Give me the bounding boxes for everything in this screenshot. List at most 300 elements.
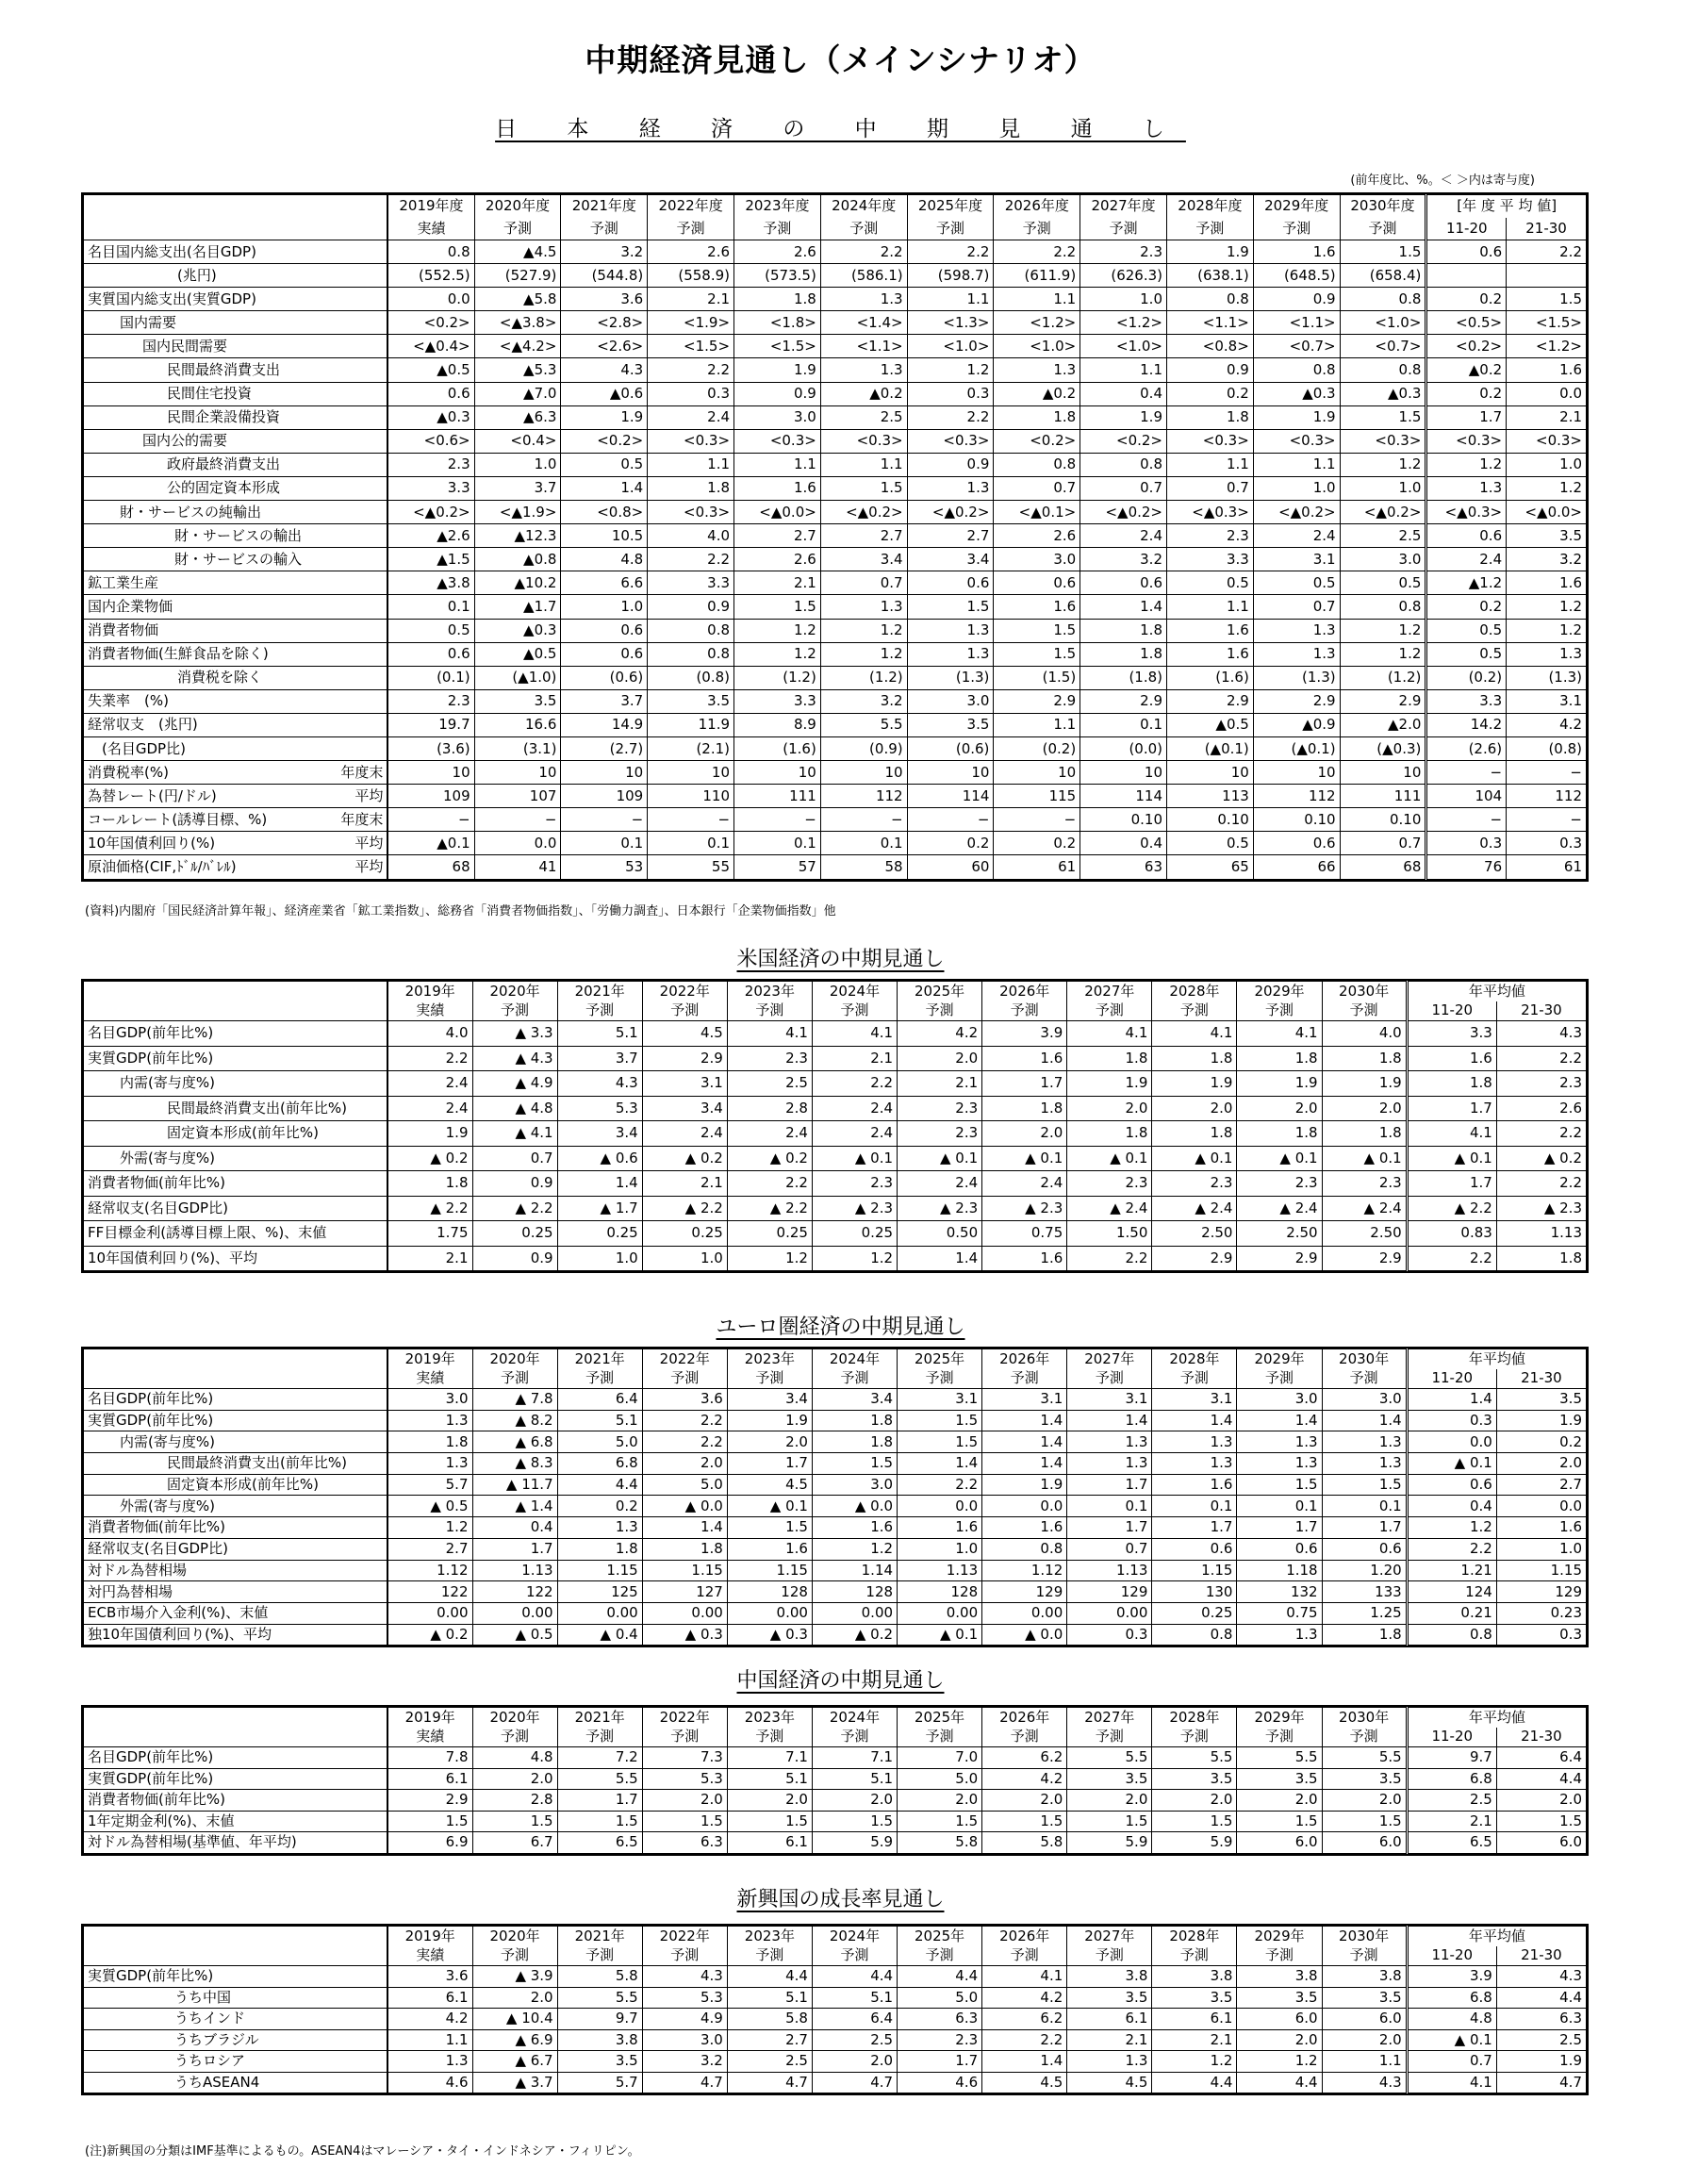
value-cell: ▲ 0.1 <box>727 1496 812 1517</box>
value-cell: 1.4 <box>642 1517 727 1539</box>
value-cell: 0.9 <box>1167 358 1254 382</box>
value-cell: 3.3 <box>1426 689 1507 713</box>
header-average-period: 11-20 <box>1407 1369 1496 1389</box>
value-cell: 1.0 <box>557 1246 642 1271</box>
value-cell: 1.3 <box>1426 476 1507 500</box>
table-row <box>84 2009 1587 2030</box>
value-cell: 1.1 <box>907 288 994 311</box>
value-cell: 2.3 <box>1167 524 1254 548</box>
value-cell: 6.9 <box>387 1832 472 1854</box>
value-cell: 5.8 <box>557 1966 642 1988</box>
value-cell: 1.0 <box>1507 453 1587 476</box>
value-cell: 1.2 <box>820 642 907 666</box>
row-label-cell <box>84 571 388 595</box>
table-row <box>84 1453 1587 1475</box>
value-cell: (0.6) <box>907 736 994 760</box>
row-label: うちロシア <box>174 2052 246 2070</box>
value-cell: 3.1 <box>642 1071 727 1097</box>
value-cell: 1.15 <box>1152 1560 1237 1581</box>
value-cell: ▲0.3 <box>387 405 474 429</box>
header-year: 2021年 <box>557 1349 642 1369</box>
value-cell: 4.4 <box>557 1474 642 1496</box>
value-cell: ▲0.6 <box>561 382 648 405</box>
value-cell: <0.7> <box>1253 335 1340 358</box>
value-cell: 3.5 <box>1237 1987 1322 2009</box>
value-cell: (598.7) <box>907 264 994 288</box>
value-cell: 0.25 <box>727 1221 812 1247</box>
row-label-cell <box>84 1624 387 1646</box>
value-cell: 2.2 <box>648 358 734 382</box>
value-cell: 14.9 <box>561 713 648 736</box>
row-label-cell <box>84 1071 387 1097</box>
row-label-cell <box>84 240 388 264</box>
value-cell: <0.2> <box>387 311 474 335</box>
value-cell: (573.5) <box>734 264 821 288</box>
table-row <box>84 1581 1587 1603</box>
value-cell: 3.6 <box>561 288 648 311</box>
value-cell: 3.3 <box>648 571 734 595</box>
value-cell: 1.15 <box>642 1560 727 1581</box>
value-cell: ▲ 2.4 <box>1322 1196 1407 1221</box>
value-cell: 3.5 <box>1322 1768 1407 1790</box>
value-cell: (648.5) <box>1253 264 1340 288</box>
value-cell: 1.3 <box>1067 1453 1152 1475</box>
value-cell: 2.2 <box>994 240 1080 264</box>
value-cell: 1.3 <box>1253 642 1340 666</box>
table-row <box>84 808 1587 832</box>
value-cell: 2.3 <box>898 2029 982 2051</box>
value-cell: 0.7 <box>472 1146 557 1171</box>
value-cell: 1.8 <box>1067 1121 1152 1147</box>
value-cell: 1.6 <box>898 1517 982 1539</box>
row-label-cell <box>84 429 388 453</box>
row-label: 固定資本形成(前年比%) <box>167 1124 319 1142</box>
value-cell: ▲12.3 <box>474 524 561 548</box>
header-type: 予測 <box>982 1728 1067 1747</box>
value-cell: 1.2 <box>820 619 907 642</box>
value-cell: 1.12 <box>387 1560 472 1581</box>
row-label: 実質GDP(前年比%) <box>88 1769 214 1787</box>
value-cell: 2.6 <box>734 548 821 571</box>
value-cell: 1.1 <box>994 713 1080 736</box>
value-cell: 1.8 <box>982 1096 1067 1121</box>
value-cell: 129 <box>1496 1581 1586 1603</box>
value-cell: 60 <box>907 855 994 879</box>
value-cell: − <box>907 808 994 832</box>
value-cell: 2.5 <box>727 2051 812 2073</box>
value-cell: 3.5 <box>557 2051 642 2073</box>
value-cell: <▲0.0> <box>734 501 821 524</box>
value-cell: 1.1 <box>820 453 907 476</box>
value-cell: <0.8> <box>1167 335 1254 358</box>
value-cell: 2.3 <box>387 453 474 476</box>
value-cell: <1.2> <box>1507 335 1587 358</box>
value-cell: 2.0 <box>727 1790 812 1812</box>
table-row <box>84 1811 1587 1832</box>
value-cell: 6.3 <box>642 1832 727 1854</box>
value-cell: ▲ 8.2 <box>472 1410 557 1431</box>
header-year: 2028年 <box>1152 982 1237 1001</box>
header-year: 2020年 <box>472 1349 557 1369</box>
table-row <box>84 524 1587 548</box>
value-cell: 0.8 <box>1340 595 1426 619</box>
value-cell: 4.3 <box>1496 1021 1586 1047</box>
value-cell: 1.9 <box>1067 1071 1152 1097</box>
value-cell: 2.1 <box>387 1246 472 1271</box>
value-cell: 1.6 <box>1167 642 1254 666</box>
value-cell: 0.0 <box>387 288 474 311</box>
value-cell: ▲ 0.0 <box>812 1496 897 1517</box>
header-type: 予測 <box>557 1728 642 1747</box>
header-type: 予測 <box>727 1001 812 1021</box>
value-cell: <0.2> <box>1426 335 1507 358</box>
row-label-cell <box>84 1046 387 1071</box>
value-cell: 3.8 <box>1322 1966 1407 1988</box>
value-cell: 0.2 <box>1167 382 1254 405</box>
header-type: 実績 <box>387 1946 472 1966</box>
value-cell: 4.1 <box>1237 1021 1322 1047</box>
row-label: 民間住宅投資 <box>167 385 253 403</box>
value-cell: 1.9 <box>1496 1410 1586 1431</box>
value-cell: 7.1 <box>727 1747 812 1769</box>
value-cell: 1.7 <box>982 1071 1067 1097</box>
value-cell: 1.3 <box>907 476 994 500</box>
emerging-outlook-table <box>83 1926 1587 2093</box>
value-cell: 2.4 <box>648 405 734 429</box>
value-cell: 2.2 <box>1496 1121 1586 1147</box>
value-cell: 63 <box>1080 855 1167 879</box>
table-row <box>84 1246 1587 1271</box>
value-cell: 10 <box>1253 761 1340 785</box>
value-cell: 1.2 <box>1407 1517 1496 1539</box>
value-cell: 2.1 <box>648 288 734 311</box>
value-cell: 3.1 <box>1152 1389 1237 1411</box>
table-row <box>84 1096 1587 1121</box>
value-cell: 1.9 <box>387 1121 472 1147</box>
value-cell: 112 <box>1253 785 1340 808</box>
value-cell: 3.5 <box>1496 1389 1586 1411</box>
value-cell: 1.8 <box>557 1538 642 1560</box>
value-cell: ▲2.0 <box>1340 713 1426 736</box>
value-cell: 0.8 <box>1340 358 1426 382</box>
value-cell: ▲ 2.2 <box>472 1196 557 1221</box>
row-label-cell <box>84 2029 387 2051</box>
value-cell: 1.1 <box>1167 595 1254 619</box>
row-label: 国内企業物価 <box>88 597 173 615</box>
value-cell: 1.2 <box>1507 476 1587 500</box>
row-label: 財・サービスの輸出 <box>174 526 303 544</box>
value-cell: 4.1 <box>1152 1021 1237 1047</box>
value-cell: 3.2 <box>1080 548 1167 571</box>
header-type: 予測 <box>1152 1728 1237 1747</box>
value-cell: 0.3 <box>907 382 994 405</box>
value-cell: 2.0 <box>1496 1453 1586 1475</box>
value-cell: 5.5 <box>1152 1747 1237 1769</box>
table-row <box>84 1538 1587 1560</box>
value-cell: 3.8 <box>1067 1966 1152 1988</box>
value-cell: <0.3> <box>648 501 734 524</box>
header-type: 予測 <box>1237 1001 1322 1021</box>
value-cell: ▲ 0.1 <box>1322 1146 1407 1171</box>
row-label-cell <box>84 1474 387 1496</box>
value-cell: <▲0.3> <box>1167 501 1254 524</box>
value-cell: 1.2 <box>1340 453 1426 476</box>
header-type: 予測 <box>472 1369 557 1389</box>
value-cell: 2.2 <box>648 548 734 571</box>
value-cell: 2.9 <box>642 1046 727 1071</box>
header-year: 2026年 <box>982 982 1067 1001</box>
value-cell: 1.25 <box>1322 1602 1407 1624</box>
value-cell: 11.9 <box>648 713 734 736</box>
value-cell: 1.3 <box>907 642 994 666</box>
value-cell: 1.4 <box>1152 1410 1237 1431</box>
value-cell: 1.8 <box>1152 1046 1237 1071</box>
value-cell: 1.4 <box>898 1453 982 1475</box>
header-year: 2025年度 <box>907 195 994 218</box>
row-label-cell <box>84 689 388 713</box>
value-cell: ▲7.0 <box>474 382 561 405</box>
header-type: 予測 <box>907 218 994 240</box>
header-type: 予測 <box>472 1728 557 1747</box>
value-cell: 5.0 <box>898 1768 982 1790</box>
value-cell: 0.5 <box>387 619 474 642</box>
value-cell: 1.7 <box>557 1790 642 1812</box>
row-label: 10年国債利回り(%) <box>88 834 216 852</box>
value-cell: 1.12 <box>982 1560 1067 1581</box>
value-cell: 1.21 <box>1407 1560 1496 1581</box>
value-cell: − <box>994 808 1080 832</box>
row-label: ECB市場介入金利(%)、末値 <box>88 1604 269 1622</box>
table-row <box>84 2051 1587 2073</box>
value-cell: 6.1 <box>727 1832 812 1854</box>
value-cell: 53 <box>561 855 648 879</box>
row-label: 消費者物価(前年比%) <box>88 1791 225 1809</box>
header-type: 予測 <box>1322 1946 1407 1966</box>
value-cell: 2.0 <box>1496 1790 1586 1812</box>
value-cell: 1.4 <box>1067 1410 1152 1431</box>
value-cell: 0.4 <box>1080 382 1167 405</box>
row-label: 経常収支 (兆円) <box>88 716 198 734</box>
table-row <box>84 1987 1587 2009</box>
header-year: 2027年度 <box>1080 195 1167 218</box>
value-cell: 0.1 <box>1067 1496 1152 1517</box>
header-average-period: 11-20 <box>1426 218 1507 240</box>
value-cell: 2.3 <box>1322 1171 1407 1197</box>
value-cell: 3.6 <box>642 1389 727 1411</box>
value-cell: <▲0.2> <box>387 501 474 524</box>
value-cell: 109 <box>387 785 474 808</box>
value-cell: 6.1 <box>387 1987 472 2009</box>
value-cell: 2.0 <box>1322 1096 1407 1121</box>
row-label-cell <box>84 1987 387 2009</box>
value-cell: 4.4 <box>1237 2072 1322 2093</box>
header-label-cell <box>84 195 388 240</box>
value-cell: 0.3 <box>648 382 734 405</box>
value-cell: 3.6 <box>387 1966 472 1988</box>
value-cell: ▲ 11.7 <box>472 1474 557 1496</box>
value-cell: 10 <box>907 761 994 785</box>
table-row <box>84 1624 1587 1646</box>
value-cell: ▲ 10.4 <box>472 2009 557 2030</box>
table-row <box>84 405 1587 429</box>
header-year: 2019年 <box>387 1927 472 1946</box>
header-type: 予測 <box>1167 218 1254 240</box>
value-cell: 4.4 <box>1496 1987 1586 2009</box>
value-cell: 0.2 <box>1426 595 1507 619</box>
value-cell: 2.7 <box>820 524 907 548</box>
value-cell: 2.3 <box>1152 1171 1237 1197</box>
value-cell: 1.4 <box>982 1431 1067 1453</box>
value-cell: ▲ 0.5 <box>387 1496 472 1517</box>
value-cell: 0.10 <box>1167 808 1254 832</box>
value-cell: 0.25 <box>642 1221 727 1247</box>
value-cell: 6.4 <box>1496 1747 1586 1769</box>
value-cell: 130 <box>1152 1581 1237 1603</box>
header-year: 2023年 <box>727 1927 812 1946</box>
value-cell: 5.3 <box>642 1768 727 1790</box>
header-type: 予測 <box>812 1728 897 1747</box>
value-cell: 4.3 <box>1322 2072 1407 2093</box>
header-type: 予測 <box>1152 1001 1237 1021</box>
value-cell: 1.9 <box>1167 240 1254 264</box>
value-cell: 1.5 <box>1322 1474 1407 1496</box>
row-label: 公的固定資本形成 <box>167 479 281 497</box>
value-cell: 4.1 <box>1407 1121 1496 1147</box>
value-cell: 2.4 <box>812 1121 897 1147</box>
value-cell: 1.8 <box>1496 1246 1586 1271</box>
header-year: 2021年度 <box>561 195 648 218</box>
row-label-cell <box>84 311 388 335</box>
value-cell: 3.3 <box>1167 548 1254 571</box>
row-label-cell <box>84 1171 387 1197</box>
row-label: 為替レート(円/ドル) <box>88 786 217 804</box>
value-cell: 5.3 <box>642 1987 727 2009</box>
row-sublabel: 平均 <box>354 857 384 875</box>
header-type: 予測 <box>472 1001 557 1021</box>
value-cell: 2.0 <box>1067 1096 1152 1121</box>
row-label-cell <box>84 2051 387 2073</box>
value-cell: 1.15 <box>727 1560 812 1581</box>
value-cell: 1.0 <box>1253 476 1340 500</box>
header-year: 2030年度 <box>1340 195 1426 218</box>
value-cell: ▲ 1.4 <box>472 1496 557 1517</box>
row-label-cell <box>84 288 388 311</box>
value-cell: 1.50 <box>1067 1221 1152 1247</box>
value-cell: 0.6 <box>1322 1538 1407 1560</box>
value-cell: 6.3 <box>1496 2009 1586 2030</box>
value-cell: 1.75 <box>387 1221 472 1247</box>
value-cell: 2.0 <box>812 2051 897 2073</box>
value-cell: (552.5) <box>387 264 474 288</box>
value-cell: ▲0.3 <box>474 619 561 642</box>
row-label-cell <box>84 1196 387 1221</box>
row-label-cell <box>84 832 388 855</box>
value-cell: ▲ 0.1 <box>898 1146 982 1171</box>
row-label: 名目GDP(前年比%) <box>88 1024 214 1042</box>
value-cell: 1.6 <box>1152 1474 1237 1496</box>
header-year: 2029年 <box>1237 1708 1322 1728</box>
value-cell: 2.6 <box>648 240 734 264</box>
value-cell: ▲ 8.3 <box>472 1453 557 1475</box>
value-cell: 2.2 <box>642 1431 727 1453</box>
value-cell: 2.5 <box>1340 524 1426 548</box>
value-cell: 0.8 <box>1080 453 1167 476</box>
value-cell: 0.23 <box>1496 1602 1586 1624</box>
value-cell: 2.1 <box>1067 2029 1152 2051</box>
value-cell: 0.50 <box>898 1221 982 1247</box>
value-cell: (▲1.0) <box>474 666 561 689</box>
value-cell: 3.7 <box>561 689 648 713</box>
value-cell: 1.3 <box>387 1410 472 1431</box>
value-cell: 0.6 <box>387 382 474 405</box>
table-row <box>84 1747 1587 1769</box>
value-cell: 0.1 <box>1322 1496 1407 1517</box>
row-label: うちインド <box>174 2010 246 2027</box>
value-cell: 1.9 <box>561 405 648 429</box>
value-cell: 3.4 <box>727 1389 812 1411</box>
header-label-cell <box>84 982 387 1021</box>
value-cell: (0.2) <box>1426 666 1507 689</box>
value-cell: <0.2> <box>561 429 648 453</box>
value-cell: (611.9) <box>994 264 1080 288</box>
header-average: 年平均値 <box>1407 982 1586 1001</box>
header-year: 2030年 <box>1322 982 1407 1001</box>
value-cell: 1.2 <box>812 1538 897 1560</box>
row-label: 経常収支(名目GDP比) <box>88 1199 228 1216</box>
value-cell: 2.2 <box>1507 240 1587 264</box>
table-row <box>84 358 1587 382</box>
value-cell: <1.2> <box>1080 311 1167 335</box>
value-cell: 5.9 <box>1067 1832 1152 1854</box>
value-cell: 1.5 <box>1152 1811 1237 1832</box>
header-year: 2026年度 <box>994 195 1080 218</box>
value-cell: ▲ 0.2 <box>727 1146 812 1171</box>
table-row <box>84 1389 1587 1411</box>
value-cell: 66 <box>1253 855 1340 879</box>
header-type: 予測 <box>1067 1369 1152 1389</box>
value-cell: 1.4 <box>561 476 648 500</box>
value-cell: ▲ 0.6 <box>557 1146 642 1171</box>
value-cell: 19.7 <box>387 713 474 736</box>
value-cell: 1.3 <box>1237 1624 1322 1646</box>
value-cell: 5.5 <box>557 1768 642 1790</box>
value-cell: <1.5> <box>648 335 734 358</box>
row-label-cell <box>84 524 388 548</box>
value-cell: 3.0 <box>1340 548 1426 571</box>
value-cell: 6.0 <box>1237 1832 1322 1854</box>
row-label-cell <box>84 1560 387 1581</box>
value-cell: ▲ 2.4 <box>1152 1196 1237 1221</box>
value-cell: 1.1 <box>387 2029 472 2051</box>
header-average-period: 21-30 <box>1496 1369 1586 1389</box>
value-cell: ▲0.2 <box>994 382 1080 405</box>
value-cell: 1.3 <box>1322 1431 1407 1453</box>
value-cell: 4.1 <box>982 1966 1067 1988</box>
header-type: 予測 <box>1237 1946 1322 1966</box>
header-type: 実績 <box>387 218 474 240</box>
value-cell: ▲ 0.0 <box>982 1624 1067 1646</box>
value-cell: ▲2.6 <box>387 524 474 548</box>
value-cell: 1.7 <box>1407 1171 1496 1197</box>
value-cell: 9.7 <box>1407 1747 1496 1769</box>
value-cell: 1.8 <box>642 1538 727 1560</box>
value-cell: 2.2 <box>1407 1246 1496 1271</box>
japan-outlook-table <box>83 194 1587 880</box>
value-cell: 2.0 <box>1322 1790 1407 1812</box>
value-cell: ▲ 0.1 <box>982 1146 1067 1171</box>
value-cell: 6.1 <box>387 1768 472 1790</box>
table-row <box>84 1021 1587 1047</box>
